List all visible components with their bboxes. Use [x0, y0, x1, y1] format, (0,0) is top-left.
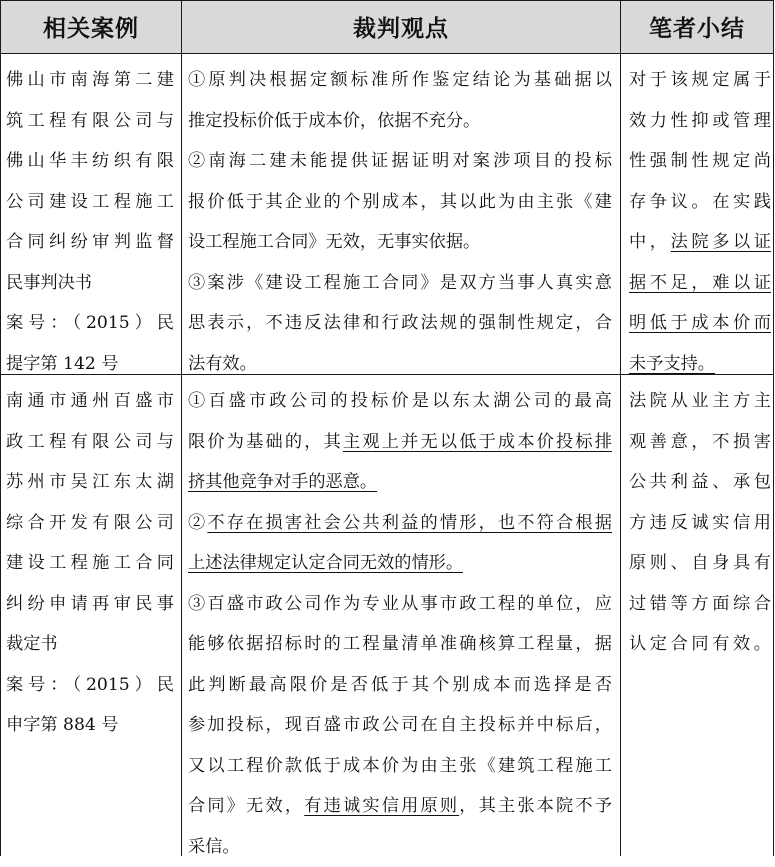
row2-case-line: 建设工程施工合同: [6, 543, 174, 584]
row1-summary-underlined: 据不足，难以证: [629, 273, 771, 293]
row1-case-line: 佛山市南海第二建: [6, 60, 174, 101]
row2-summary-line: 法院从业主方主: [629, 381, 771, 422]
header-opinions-label: 裁判观点: [353, 10, 449, 43]
column-divider-1: [181, 0, 182, 856]
row2-opinion-line: [188, 462, 612, 503]
row2-summary-cell: [629, 381, 771, 665]
row1-summary-cell: [629, 60, 771, 384]
row2-opinion-line: ②不存在损害社会公共利益的情形，也不符合根据: [188, 503, 612, 544]
header-cases-label: 相关案例: [43, 10, 139, 43]
row2-opinion-line: [188, 543, 612, 584]
row2-opinion-line: 限价为基础的，其主观上并无以低于成本价投标排: [188, 422, 612, 463]
row2-summary-line: 方违反诚实信用: [629, 503, 771, 544]
row1-case-line: 公司建设工程施工: [6, 182, 174, 223]
row2-opinion-line: 能够依据招标时的工程量清单准确核算工程量，据: [188, 624, 612, 665]
row2-summary-line: 公共利益、承包: [629, 462, 771, 503]
row2-case-line: 南通市通州百盛市: [6, 381, 174, 422]
row2-summary-line: 认定合同有效。: [629, 624, 771, 665]
column-divider-2: [620, 0, 621, 856]
row2-opinion-line: 采信。: [188, 827, 612, 867]
row2-opinion-line: 合同》无效，有违诚实信用原则，其主张本院不予: [188, 786, 612, 827]
row1-case-number: 案号：（2015）民: [6, 303, 174, 344]
row1-opinion-line: 设工程施工合同》无效，无事实依据。: [188, 222, 612, 263]
row1-opinion-line: 报价低于其企业的个别成本，其以此为由主张《建: [188, 182, 612, 223]
row1-case-line: 合同纠纷审判监督: [6, 222, 174, 263]
row1-summary-line: [629, 263, 771, 304]
row1-summary-underlined: 未予支持。: [629, 354, 715, 374]
row1-case-number-cont: 提字第 142 号: [6, 344, 174, 385]
row1-opinion-line: 法有效。: [188, 344, 612, 385]
row1-opinion-line: ③案涉《建设工程施工合同》是双方当事人真实意: [188, 263, 612, 304]
row1-case-line: 佛山华丰纺织有限: [6, 141, 174, 182]
row2-case-line: 裁定书: [6, 624, 174, 665]
header-cell-opinions: [182, 0, 620, 53]
row2-opinion-underlined: 主观上并无以低于成本价投标排: [343, 432, 612, 452]
row2-opinion-line: 又以工程价款低于成本价为由主张《建筑工程施工: [188, 746, 612, 787]
row2-case-line: 苏州市吴江东太湖: [6, 462, 174, 503]
row1-summary-line: [629, 303, 771, 344]
row1-summary-line: [629, 344, 771, 385]
row2-case-cell: [6, 381, 174, 746]
table-border-left: [0, 0, 1, 856]
row2-opinion-cell: [188, 381, 612, 867]
row2-opinion-underlined: 有违诚实信用原则: [304, 796, 459, 816]
row1-case-line: 筑工程有限公司与: [6, 101, 174, 142]
row2-opinion-underlined: 挤其他竞争对手的恶意。: [188, 472, 377, 492]
row2-summary-line: 观善意，不损害: [629, 422, 771, 463]
row2-case-line: 综合开发有限公司: [6, 503, 174, 544]
row1-summary-underlined: 法院多以证: [671, 232, 771, 252]
row1-summary-line: 中，法院多以证: [629, 222, 771, 263]
row2-opinion-underlined: 不存在损害社会公共利益的情形，也不符合根据: [207, 513, 612, 533]
row1-opinion-line: 思表示，不违反法律和行政法规的强制性规定，合: [188, 303, 612, 344]
header-divider: [0, 53, 774, 54]
row1-opinion-line: ②南海二建未能提供证据证明对案涉项目的投标: [188, 141, 612, 182]
header-summary-label: 笔者小结: [649, 10, 745, 43]
row1-summary-line: 效力性抑或管理: [629, 101, 771, 142]
row2-opinion-underlined: 上述法律规定认定合同无效的情形。: [188, 553, 463, 573]
row2-summary-line: 原则、自身具有: [629, 543, 771, 584]
row1-opinion-cell: [188, 60, 612, 384]
header-cell-summary: [621, 0, 773, 53]
row1-opinion-line: ①原判决根据定额标准所作鉴定结论为基础据以: [188, 60, 612, 101]
row2-case-line: 纠纷申请再审民事: [6, 584, 174, 625]
row2-case-number: 案号：（2015）民: [6, 665, 174, 706]
row2-opinion-line: 此判断最高限价是否低于其个别成本而选择是否: [188, 665, 612, 706]
header-cell-cases: [1, 0, 181, 53]
row1-summary-line: 存争议。在实践: [629, 182, 771, 223]
row2-opinion-line: ①百盛市政公司的投标价是以东太湖公司的最高: [188, 381, 612, 422]
row1-opinion-line: 推定投标价低于成本价，依据不充分。: [188, 101, 612, 142]
row2-opinion-line: 参加投标，现百盛市政公司在自主投标并中标后，: [188, 705, 612, 746]
row1-case-line: 民事判决书: [6, 263, 174, 304]
table-border-top: [0, 0, 774, 1]
row1-summary-line: 对于该规定属于: [629, 60, 771, 101]
row2-case-number-cont: 申字第 884 号: [6, 705, 174, 746]
table-border-right: [773, 0, 774, 856]
row1-case-cell: [6, 60, 174, 384]
row2-opinion-line: ③百盛市政公司作为专业从事市政工程的单位，应: [188, 584, 612, 625]
row1-summary-underlined: 明低于成本价而: [629, 313, 771, 333]
row1-summary-line: 性强制性规定尚: [629, 141, 771, 182]
row2-summary-line: 过错等方面综合: [629, 584, 771, 625]
row2-case-line: 政工程有限公司与: [6, 422, 174, 463]
